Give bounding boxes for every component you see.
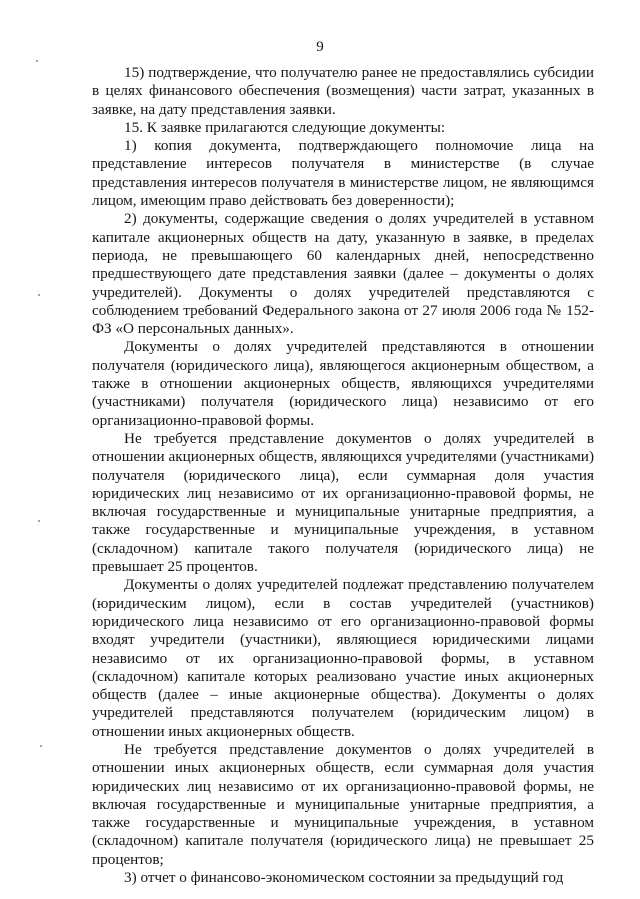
margin-scan-mark <box>38 520 40 522</box>
paragraph-document-2-founder-shares: 2) документы, содержащие сведения о долях учредителей в уставном капитале акционерных обществ на дату, указанную в заявке, в пределах периода, не превышающего 60 календарных дней, непосредственно предшествующего дате представления заявки (далее – документы о долях учредителей). Документы о долях учредителей представляются с соблюдением требований Федерального закона от 27 июля 2006 года № 152-ФЗ «О персональных данных». <box>92 210 594 338</box>
paragraph-section-15-heading: 15. К заявке прилагаются следующие документы: <box>124 118 446 136</box>
paragraph-founder-shares-exemption: Не требуется представление документов о долях учредителей в отношении акционерных обществ, являющихся учредителями (участниками) получателя (юридического лица), если суммарная доля участия юридических лиц независимо от их организационно-правовой формы, не включая государственные и муниципальные унитарные предприятия, а также государственные и муниципальные учреждения, в уставном (складочном) капитале такого получателя (юридического лица) не превышает 25 процентов. <box>92 429 594 576</box>
margin-scan-mark <box>36 60 38 62</box>
paragraph-document-1-power-of-attorney: 1) копия документа, подтверждающего полномочие лица на представление интересов получателя в министерстве (в случае представления интересов получателя в министерстве лицом, не являющимся лицом, имеющим право действовать без доверенности); <box>92 137 594 210</box>
margin-scan-mark <box>40 745 42 747</box>
page-number: 9 <box>316 39 324 55</box>
margin-scan-mark <box>38 294 40 296</box>
paragraph-document-3-financial-report: 3) отчет о финансово-экономическом состоянии за предыдущий год <box>124 869 564 887</box>
paragraph-founder-shares-scope: Документы о долях учредителей представляются в отношении получателя (юридического лица), являющегося акционерным обществом, а также в отношении акционерных обществ, являющихся учредителями (участниками) получателя (юридического лица) независимо от его организационно-правовой формы. <box>92 338 594 429</box>
paragraph-item-15-confirmation: 15) подтверждение, что получателю ранее не предоставлялись субсидии в целях финансового обеспечения (возмещения) части затрат, указанных в заявке, на дату представления заявки. <box>92 64 594 118</box>
paragraph-other-companies-exemption: Не требуется представление документов о долях учредителей в отношении иных акционерных обществ, если суммарная доля участия юридических лиц независимо от их организационно-правовой формы, не включая государственные и муниципальные унитарные предприятия, а также государственные и муниципальные учреждения, в уставном (складочном) капитале получателя (юридического лица) не превышает 25 процентов; <box>92 740 594 868</box>
paragraph-other-joint-stock-companies: Документы о долях учредителей подлежат представлению получателем (юридическим лицом), если в состав учредителей (участников) юридического лица независимо от его организационно-правовой формы входят учредители (участники), являющиеся юридическими лицами независимо от их организационно-правовой формы, в уставном (складочном) капитале которых реализовано участие иных акционерных обществ (далее – иные акционерные общества). Документы о долях учредителей представляются получателем (юридическим лицом) в отношении иных акционерных обществ. <box>92 576 594 740</box>
document-body <box>92 64 594 887</box>
